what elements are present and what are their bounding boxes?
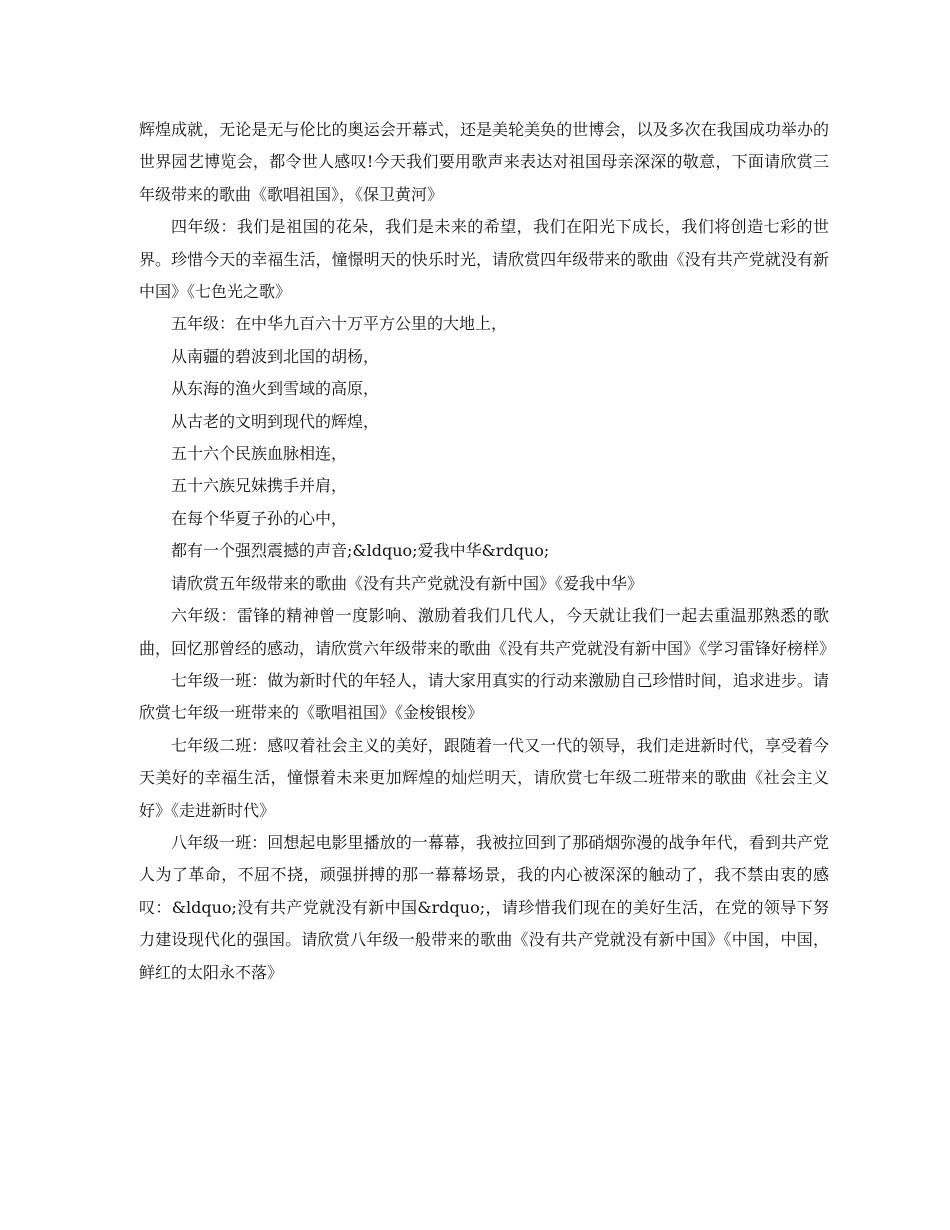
paragraph-grade-4: 四年级：我们是祖国的花朵，我们是未来的希望，我们在阳光下成长，我们将创造七彩的世界。珍惜今天的幸福生活，憧憬明天的快乐时光，请欣赏四年级带来的歌曲《没有共产党就没有新中国》《七色光之歌》 — [139, 217, 829, 302]
verse-line: 五十六族兄妹携手并肩， — [171, 476, 348, 496]
verse-line: 五十六个民族血脉相连， — [171, 444, 348, 464]
paragraph-grade-7-class-2: 七年级二班：感叹着社会主义的美好，跟随着一代又一代的领导，我们走进新时代，享受着今天美好的幸福生活，憧憬着未来更加辉煌的灿烂明天，请欣赏七年级二班带来的歌曲《社会主义好》《走进新时代》 — [139, 735, 829, 820]
verse-line: 从古老的文明到现代的辉煌， — [171, 411, 380, 431]
paragraph-continuation: 辉煌成就，无论是无与伦比的奥运会开幕式，还是美轮美奂的世博会，以及多次在我国成功举办的世界园艺博览会，都令世人感叹!今天我们要用歌声来表达对祖国母亲深深的敬意，下面请欣赏三年级带来的歌曲《歌唱祖国》，《保卫黄河》 — [139, 120, 829, 204]
paragraph-grade-5-songs: 请欣赏五年级带来的歌曲《没有共产党就没有新中国》《爱我中华》 — [171, 573, 644, 593]
paragraph-grade-5-intro: 五年级：在中华九百六十万平方公里的大地上， — [171, 314, 508, 334]
verse-line: 从东海的渔火到雪域的高原， — [171, 379, 380, 399]
paragraph-grade-7-class-1: 七年级一班：做为新时代的年轻人，请大家用真实的行动来激励自己珍惜时间，追求进步。请欣赏七年级一班带来的《歌唱祖国》《金梭银梭》 — [139, 670, 829, 723]
verse-line: 在每个华夏子孙的心中， — [171, 508, 348, 528]
paragraph-grade-6: 六年级：雷锋的精神曾一度影响、激励着我们几代人，今天就让我们一起去重温那熟悉的歌曲，回忆那曾经的感动，请欣赏六年级带来的歌曲《没有共产党就没有新中国》《学习雷锋好榜样》 — [139, 606, 836, 658]
verse-line: 都有一个强烈震撼的声音;&ldquo;爱我中华&rdquo; — [171, 541, 550, 561]
verse-line: 从南疆的碧波到北国的胡杨， — [171, 346, 380, 366]
paragraph-grade-8-class-1: 八年级一班：回想起电影里播放的一幕幕，我被拉回到了那硝烟弥漫的战争年代，看到共产党人为了革命，不屈不挠，顽强拼搏的那一幕幕场景，我的内心被深深的触动了，我不禁由衷的感叹：&ldquo;没有共产党就没有新中国&rdquo;，请珍惜我们现在的美好生活，在党的领导下努力建设现代化的强国。请欣赏八年级一般带来的歌曲《没有共产党就没有新中国》《中国，中国，鲜红的太阳永不落》 — [139, 832, 829, 982]
document-body — [139, 114, 836, 989]
